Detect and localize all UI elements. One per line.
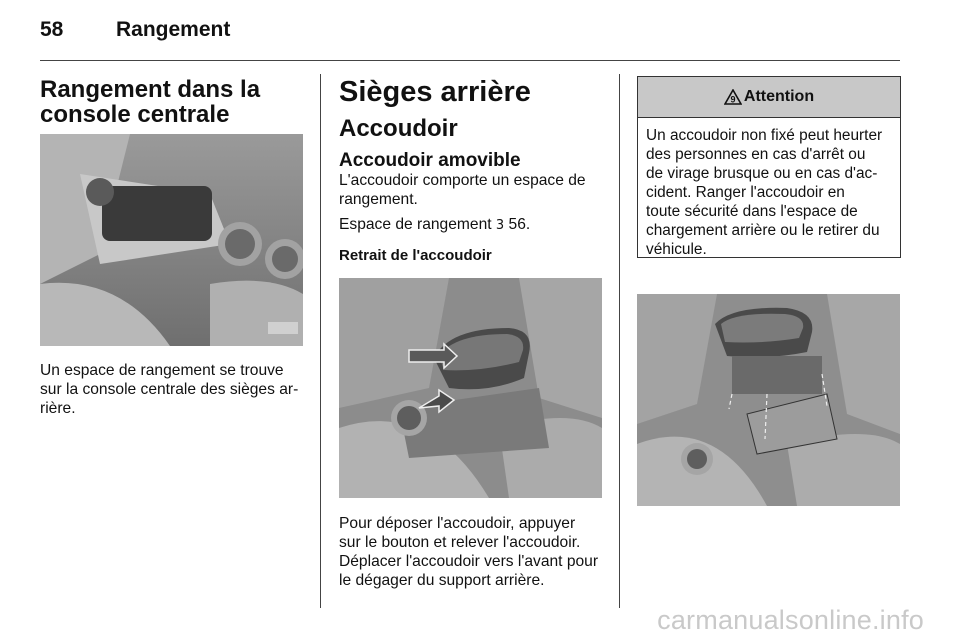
text-line: le dégager du support arrière. xyxy=(339,572,545,589)
text-line: toute sécurité dans l'espace de xyxy=(646,203,858,220)
warning-body xyxy=(638,118,900,267)
text-line: sur la console centrale des sièges ar- xyxy=(40,381,299,398)
column-divider-1 xyxy=(320,74,321,608)
section-heading: Sièges arrière xyxy=(339,76,531,108)
header-rule xyxy=(40,60,900,61)
warning-box xyxy=(637,76,901,258)
text-line: Pour déposer l'accoudoir, appuyer xyxy=(339,515,576,532)
column-1 xyxy=(40,77,305,127)
chapter-title: Rangement xyxy=(116,18,231,41)
warning-triangle-icon xyxy=(724,89,742,105)
reference-arrow-icon: 3 xyxy=(495,218,505,233)
warning-title: Attention xyxy=(743,88,815,105)
text-line: Un espace de rangement se trouve xyxy=(40,362,284,379)
text-line: véhicule. xyxy=(646,241,707,258)
armrest-removal-photo xyxy=(339,278,602,498)
heading-line: Rangement dans la xyxy=(40,76,261,103)
console-storage-photo xyxy=(40,134,303,346)
column-2 xyxy=(339,77,609,265)
console-paragraph xyxy=(40,361,310,418)
text-line: sur le bouton et relever l'accoudoir. xyxy=(339,534,581,551)
text-line: chargement arrière ou le retirer du xyxy=(646,222,880,239)
section-heading xyxy=(40,77,305,127)
section-title: Retrait de l'accoudoir xyxy=(339,247,492,264)
text-line: Un accoudoir non fixé peut heurter xyxy=(646,127,883,144)
heading-line: console centrale xyxy=(40,101,230,128)
text-line: cident. Ranger l'accoudoir en xyxy=(646,184,845,201)
reference-page: 56. xyxy=(508,216,531,233)
text-line: rière. xyxy=(40,400,76,417)
text-line: de virage brusque ou en cas d'ac- xyxy=(646,165,878,182)
watermark: carmanualsonline.info xyxy=(657,605,924,635)
text-line: rangement. xyxy=(339,191,418,208)
text-line: Déplacer l'accoudoir vers l'avant pour xyxy=(339,553,599,570)
page-number: 58 xyxy=(40,18,64,41)
subheading: Accoudoir xyxy=(339,115,458,142)
cross-reference[interactable] xyxy=(339,215,609,235)
warning-header xyxy=(638,77,900,118)
armrest-installation-photo xyxy=(637,294,900,506)
text-line: des personnes en cas d'arrêt ou xyxy=(646,146,866,163)
subsubheading: Accoudoir amovible xyxy=(339,150,521,171)
armrest-removal-paragraph xyxy=(339,514,609,590)
text-line: L'accoudoir comporte un espace de xyxy=(339,172,586,189)
column-divider-2 xyxy=(619,74,620,608)
svg-text:9: 9 xyxy=(730,94,736,105)
reference-text: Espace de rangement xyxy=(339,216,492,233)
